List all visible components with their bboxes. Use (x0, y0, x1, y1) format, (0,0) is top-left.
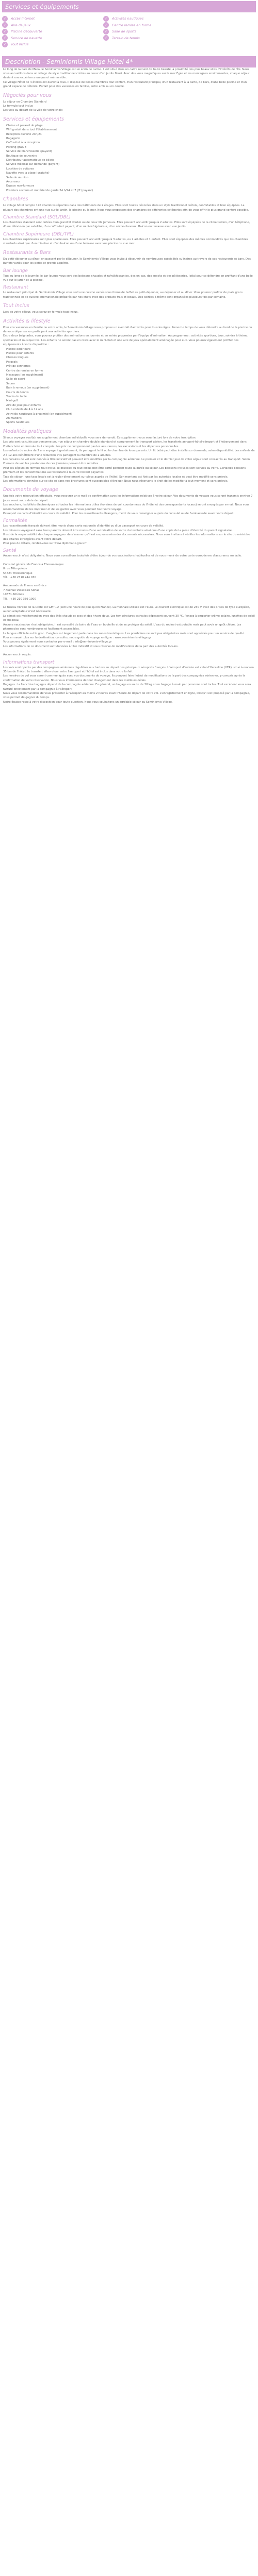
list-item: Espace non-fumeurs (6, 184, 35, 188)
paragraph: Le fuseau horaire de la Crète est GMT+2 (soit une heure de plus qu'en France). La monnaie utilisée est l'euro. Le courant électrique est de 230 V avec des prises de type européen, aucun adaptateur n'est nécessaire. (3, 606, 250, 614)
paragraph: Aucune vaccination n'est obligatoire. Il est conseillé de boire de l'eau en bouteille et de se protéger du soleil. L'eau du robinet est potable mais peut avoir un goût chloré. Les pharmacies sont nombreuses et facilement accessibles. (3, 623, 241, 631)
list-item: Animations (6, 417, 22, 420)
paragraph: Les horaires de vol vous seront communiqués avec vos documents de voyage. Ils peuvent faire l'objet de modifications de la part des compagnies aériennes, y compris après la confirmation de votre réservation. Nous vous informerons de tout changement dans les meilleurs délais. (3, 674, 246, 682)
services-row (2, 41, 256, 48)
sub-heading: Chambre Standard (SGL/DBL) (3, 215, 71, 221)
paragraph: Les chambres standard sont dotées d'un grand lit double ou de deux lits jumeaux. Elles peuvent accueillir jusqu'à 2 adultes. Elles sont équipées de la climatisation, d'un téléphone, d'une télévision par satellite, d'un coffre-fort payant, d'un mini-réfrigérateur, d'un sèche-cheveux. Balcon ou terrasse avec vue jardin. (3, 221, 250, 229)
services-row (2, 22, 256, 29)
paragraph: Consulat général de France à Thessalonique (3, 563, 64, 566)
list-item: Bagagerie (6, 137, 21, 140)
service-item (2, 42, 65, 47)
list-item: Sports nautiques (6, 421, 29, 425)
service-label: Piscine découverte (11, 29, 42, 34)
section-heading: Chambres (3, 196, 28, 202)
paragraph: Bagages : la franchise bagages dépend de la compagnie aérienne. En général, un bagage en soute de 20 kg et un bagage à main par personne sont inclus. Tout excédent vous sera facturé directement par la compagnie à l'aéroport. (3, 683, 251, 691)
paragraph: Taxe de séjour : une taxe locale est à régler directement sur place auprès de l'hôtel. Son montant est fixé par les autorités locales et peut être modifié sans préavis. (3, 475, 229, 479)
service-label: Service de navette (11, 36, 42, 40)
paragraph: Le restaurant principal du Seminiomis Village vous sert une cuisine variée sous forme de buffet au petit-déjeuner, au déjeuner et au dîner. Vous pourrez profiter de plats grecs traditionnels et de cuisine internationale préparés par nos chefs avec des produits frais et locaux. Des soirées à thème sont organisées plusieurs fois par semaine. (3, 291, 243, 299)
page (0, 1, 258, 720)
list-item: Activités nautiques à proximité (en supplément) (6, 412, 72, 416)
service-item (103, 35, 170, 41)
paragraph: 7 Avenue Vassilissis Sofias (3, 588, 40, 592)
paragraph: Nous vous recommandons de vous présenter à l'aéroport au moins 2 heures avant l'heure de départ de votre vol. L'enregistrement en ligne, lorsqu'il est proposé par la compagnie, vous permet de gagner du temps. (3, 691, 250, 700)
paragraph: Les informations de ce document sont données à titre indicatif et sous réserve de modifications de la part des autorités locales. (3, 645, 179, 648)
service-item (2, 16, 65, 22)
service-label: Accès Internet (11, 16, 35, 21)
list-item: Boutique de souvenirs (6, 154, 37, 158)
list-item: Navette vers la plage (gratuite) (6, 172, 50, 175)
service-item (2, 22, 65, 28)
spacer (3, 558, 255, 563)
section-heading: Services et équipements (3, 116, 64, 122)
service-label: Terrain de tennis (112, 36, 140, 40)
spacer (3, 649, 255, 653)
list-item: Distributeur automatique de billets (6, 159, 55, 162)
spacer (3, 580, 255, 584)
list-item: Club enfants de 4 à 12 ans (6, 408, 43, 412)
section-heading: Activités & lifestyle (3, 318, 51, 324)
section-header-title: Services et équipements (5, 3, 79, 10)
service-label: Centre remise en forme (112, 23, 152, 27)
service-item (103, 16, 170, 22)
list-item: Aire de jeux pour enfants (6, 403, 41, 407)
paragraph: Le séjour en Chambre Standard (3, 100, 46, 104)
service-label: Salle de sports (112, 29, 137, 34)
list-item: Chaises longues (6, 356, 29, 360)
service-item (2, 29, 65, 35)
section-heading: Modalités pratiques (3, 428, 52, 434)
list-item: Salle de sport (6, 378, 25, 381)
spacer (3, 601, 255, 605)
description-content (2, 67, 256, 705)
services-row (2, 28, 256, 35)
list-item: Service de blanchisserie (payant) (6, 150, 52, 154)
paragraph: Ce Village Hôtel de 4 étoiles est ouvert à tous. Il dispose de belles chambres tout confort, d'un restaurant principal, d'un restaurant à la carte, de bars, d'une belle piscine et d'un grand espace de détente. Parfait pour des vacances en famille, entre amis ou en couple. (3, 80, 247, 89)
services-row (2, 15, 256, 22)
list-item: Chaise et parasol de plage (6, 124, 43, 127)
paragraph: Les horaires de vol sont donnés à titre indicatif et peuvent être modifiés par la compagnie aérienne. Le premier et le dernier jour de votre séjour sont consacrés au transport. Selon l'horaire de vol, les prestations de ces journées peuvent être réduites. (3, 457, 250, 466)
list-item: Sauna (6, 382, 15, 385)
sub-heading: Formalités (3, 518, 27, 524)
paragraph: La formule tout inclus (3, 104, 33, 108)
paragraph: Les chambres supérieures sont plus spacieuses. Elles peuvent accueillir jusqu'à 3 adultes, ou 2 adultes et 1 enfant. Elles sont équipées des mêmes commodités que les chambres standards ainsi que d'un mini-bar et d'un balcon ou d'une terrasse avec vue piscine ou vue mer. (3, 238, 248, 246)
description-title: Description - Seminiomis Village Hôtel 4* (5, 58, 133, 65)
paragraph: Les informations données sur ce site et dans nos brochures sont susceptibles d'évoluer. Nous nous réservons le droit de les modifier à tout moment et sans préavis. (3, 479, 229, 483)
paragraph: Une fois votre réservation effectuée, vous recevrez un e-mail de confirmation avec les informations relatives à votre séjour. Vos documents de voyage vous seront transmis environ 7 jours avant votre date de départ. (3, 495, 253, 502)
list-item: Bain à remous (en supplément) (6, 386, 50, 390)
sub-heading: Bar lounge (3, 268, 28, 274)
check-icon: ✓ (2, 29, 8, 35)
list-item: Location de voitures (6, 167, 34, 171)
paragraph: Tél. : +30 2310 244 030 (3, 576, 36, 580)
list-item: Service médical sur demande (payant) (6, 163, 60, 166)
paragraph: Passeport ou carte d'identité en cours de validité. Pour les ressortissants étrangers, merci de vous renseigner auprès du consulat ou de l'ambassade avant votre départ. (3, 512, 234, 515)
list-item: Courts de tennis (6, 391, 29, 394)
section-heading: Restaurants & Bars (3, 249, 51, 256)
list-item: Tennis de table (6, 395, 27, 399)
paragraph: Pour les séjours en formule tout inclus, le bracelet du tout inclus doit être porté pendant toute la durée du séjour. Les boissons incluses sont servies au verre. Certaines boissons premium et les consommations au restaurant à la carte restent payantes. (3, 466, 246, 474)
paragraph: Le long de la baie de Malia, le Seminiomis Village est un écrin de calme. Il est situé dans un cadre naturel de toute beauté, à proximité des plus beaux sites d'intérêts de l'île. Nous vous accueillons dans un village de style traditionnel crétois au coeur d'un jardin fleuri. Avec des vues magnifiques sur la mer Égée et les montagnes environnantes, chaque séjour devient une expérience unique et mémorable. (3, 67, 250, 80)
paragraph: La langue officielle est le grec. L'anglais est largement parlé dans les zones touristiques. Les pourboires ne sont pas obligatoires mais sont appréciés pour un service de qualité. (3, 632, 245, 635)
paragraph: Aucun vaccin n'est obligatoire. Nous vous conseillons toutefois d'être à jour de vos vaccinations habituelles et de vous munir de votre carte européenne d'assurance maladie. (3, 554, 242, 558)
list-item: Réception ouverte 24h/24 (6, 132, 42, 136)
paragraph: Tout au long de la journée, le bar lounge vous sert des boissons chaudes et rafraîchissantes, des en-cas, des snacks et des pâtisseries. Idéal pour se détendre en profitant d'une belle vue sur le jardin et la piscine. (3, 274, 253, 282)
list-item: Parking gratuit (6, 145, 27, 149)
paragraph: Pour vos vacances en famille ou entre amis, le Seminiomis Village vous propose un éventail d'activités pour tous les âges. Prenez le temps de vous détendre au bord de la piscine ou de vous dépenser en participant aux activités sportives. (3, 326, 252, 333)
paragraph: Les mineurs voyageant sans leurs parents doivent être munis d'une autorisation de sortie du territoire ainsi que d'une copie de la pièce d'identité du parent signataire. (3, 529, 233, 532)
list-item: Mini-golf (6, 399, 18, 403)
list-item: Centre de remise en forme (6, 369, 43, 372)
paragraph: Si vous voyagez seul(e), un supplément chambre individuelle vous sera demandé. Ce supplément vous sera facturé lors de votre inscription. (3, 436, 197, 439)
paragraph: Aucun vaccin requis. (3, 653, 31, 657)
check-icon: ✓ (2, 16, 8, 22)
paragraph: Tél. : +30 210 339 1000 (3, 597, 36, 601)
paragraph: Notre équipe reste à votre disposition pour toute question. Nous vous souhaitons un agréable séjour au Seminiomis Village. (3, 700, 173, 704)
paragraph: Le village hôtel compte 170 chambres réparties dans des bâtiments de 2 étages. Elles sont toutes décorées dans un style traditionnel crétois, confortables et bien équipées. La plupart des chambres ont une vue sur le jardin, la piscine ou la mer. Nous vous proposons des chambres de différentes catégories afin de vous offrir le plus grand confort possible. (3, 204, 249, 212)
list-item: Wifi gratuit dans tout l'établissement (6, 128, 57, 132)
check-icon: ✓ (2, 42, 8, 47)
paragraph: Les vols sont opérés par des compagnies aériennes régulières ou charters au départ des principaux aéroports français. L'aéroport d'arrivée est celui d'Héraklion (HER), situé à environ 35 km de l'hôtel. Le transfert aller-retour entre l'aéroport et l'hôtel est inclus dans votre forfait. (3, 666, 254, 673)
list-item: Parasols (6, 360, 18, 364)
paragraph: Lors de votre séjour, vous serez en formule tout inclus. (3, 311, 78, 314)
service-label: Activités nautiques (112, 16, 144, 21)
service-item (103, 29, 170, 35)
paragraph: Le climat est méditerranéen avec des étés chauds et secs et des hivers doux. Les températures estivales dépassent souvent 30 °C. Pensez à emporter crème solaire, lunettes de soleil et chapeau. (3, 614, 255, 622)
paragraph: Pour plus de détails, rendez-vous sur www.diplomatie.gouv.fr (3, 542, 87, 545)
service-item (2, 35, 65, 41)
sub-heading: Restaurant (3, 285, 28, 291)
sub-heading: Chambre Supérieure (DBL/TPL) (3, 231, 74, 237)
sub-heading: Santé (3, 548, 17, 554)
list-item: Ascenseur (6, 180, 21, 184)
paragraph: Vous pouvez également nous contacter par e-mail : info@seminiomis-village.gr (3, 640, 112, 644)
paragraph: Les vouchers, les billets électroniques et toutes les informations utiles (horaires de vol, coordonnées de l'hôtel et des correspondants locaux) seront envoyés par e-mail. Nous vous recommandons de les imprimer et de les garder avec vous pendant tout votre voyage. (3, 503, 250, 511)
paragraph: Les vols au départ de la ville de votre choix (3, 109, 63, 112)
list-item: Massages (en supplément) (6, 374, 43, 377)
paragraph: 54624 Thessalonique (3, 571, 33, 575)
service-label: Tout inclus (11, 42, 29, 47)
list-item: Salle de réunion (6, 176, 28, 179)
paragraph: Les enfants de moins de 2 ans voyagent gratuitement, ils partagent le lit ou la chambre de leurs parents. Un lit bébé peut être installé sur demande, selon disponibilité. Les enfants de 2 à 12 ans bénéficient d'une réduction s'ils partagent la chambre de 2 adultes. (3, 449, 255, 457)
paragraph: Entre deux baignades, vous pouvez profiter des animations en journée et en soirée proposées par l'équipe d'animation. Au programme : activités sportives, jeux, soirées à thème, spectacles et musique live. Les enfants ne seront pas en reste avec le mini-club et une aire de jeux spécialement aménagée pour eux. Vous pourrez également profiter des équipements à votre disposition : (3, 334, 249, 347)
paragraph: 8 rue Mitropoleos (3, 567, 27, 571)
section-heading: Tout inclus (3, 303, 29, 309)
check-icon: ✓ (103, 16, 109, 22)
check-icon: ✓ (2, 35, 8, 41)
section-heading: Documents de voyage (3, 487, 58, 493)
list-item: Piscine pour enfants (6, 351, 34, 355)
service-item (103, 22, 170, 28)
check-icon: ✓ (103, 29, 109, 35)
paragraph: Pour en savoir plus sur la destination, consultez notre guide de voyage en ligne : www.seminiomis-village.gr (3, 636, 152, 639)
services-row (2, 35, 256, 42)
section-heading: Négociés pour vous (3, 92, 52, 98)
paragraph: Il est de la responsabilité de chaque voyageur de s'assurer qu'il est en possession des documents nécessaires. Nous vous invitons à vérifier les informations sur le site du ministère des affaires étrangères avant votre départ. (3, 533, 250, 541)
check-icon: ✓ (103, 35, 109, 41)
list-item: Coffre-fort à la réception (6, 141, 40, 145)
service-label: Aire de jeux (11, 23, 31, 27)
list-item: Prêt de serviettes (6, 365, 30, 368)
paragraph: 10671 Athènes (3, 593, 24, 597)
list-item: Piscine extérieure (6, 347, 31, 351)
sub-heading: Informations transport (3, 659, 55, 665)
section-header-services (2, 1, 256, 12)
paragraph: Du petit-déjeuner au dîner, en passant par le déjeuner, le Seminiomis Village vous invite à découvrir de nombreuses spécialités culinaires au travers de ses restaurants et bars. Des buffets variés pour les petits et grands appétits. (3, 257, 251, 265)
paragraph: Les ressortissants français doivent être munis d'une carte nationale d'identité ou d'un passeport en cours de validité. (3, 524, 164, 528)
check-icon: ✓ (2, 22, 8, 28)
list-item: Premiers secours et matériel de garde 24 h/24 et 7 j/7 (payant) (6, 189, 93, 192)
description-header (2, 56, 256, 67)
paragraph: Les prix sont calculés par personne pour un séjour en chambre double standard et comprennent le transport aérien, les transferts aéroport-hôtel-aéroport et l'hébergement dans l'hôtel choisi en formule tout compris. Les prix ne comprennent pas les assurances, les excursions et les dépenses personnelles. (3, 440, 247, 448)
check-icon: ✓ (103, 22, 109, 28)
services-grid (2, 14, 256, 50)
paragraph: Ambassade de France en Grèce (3, 584, 46, 588)
